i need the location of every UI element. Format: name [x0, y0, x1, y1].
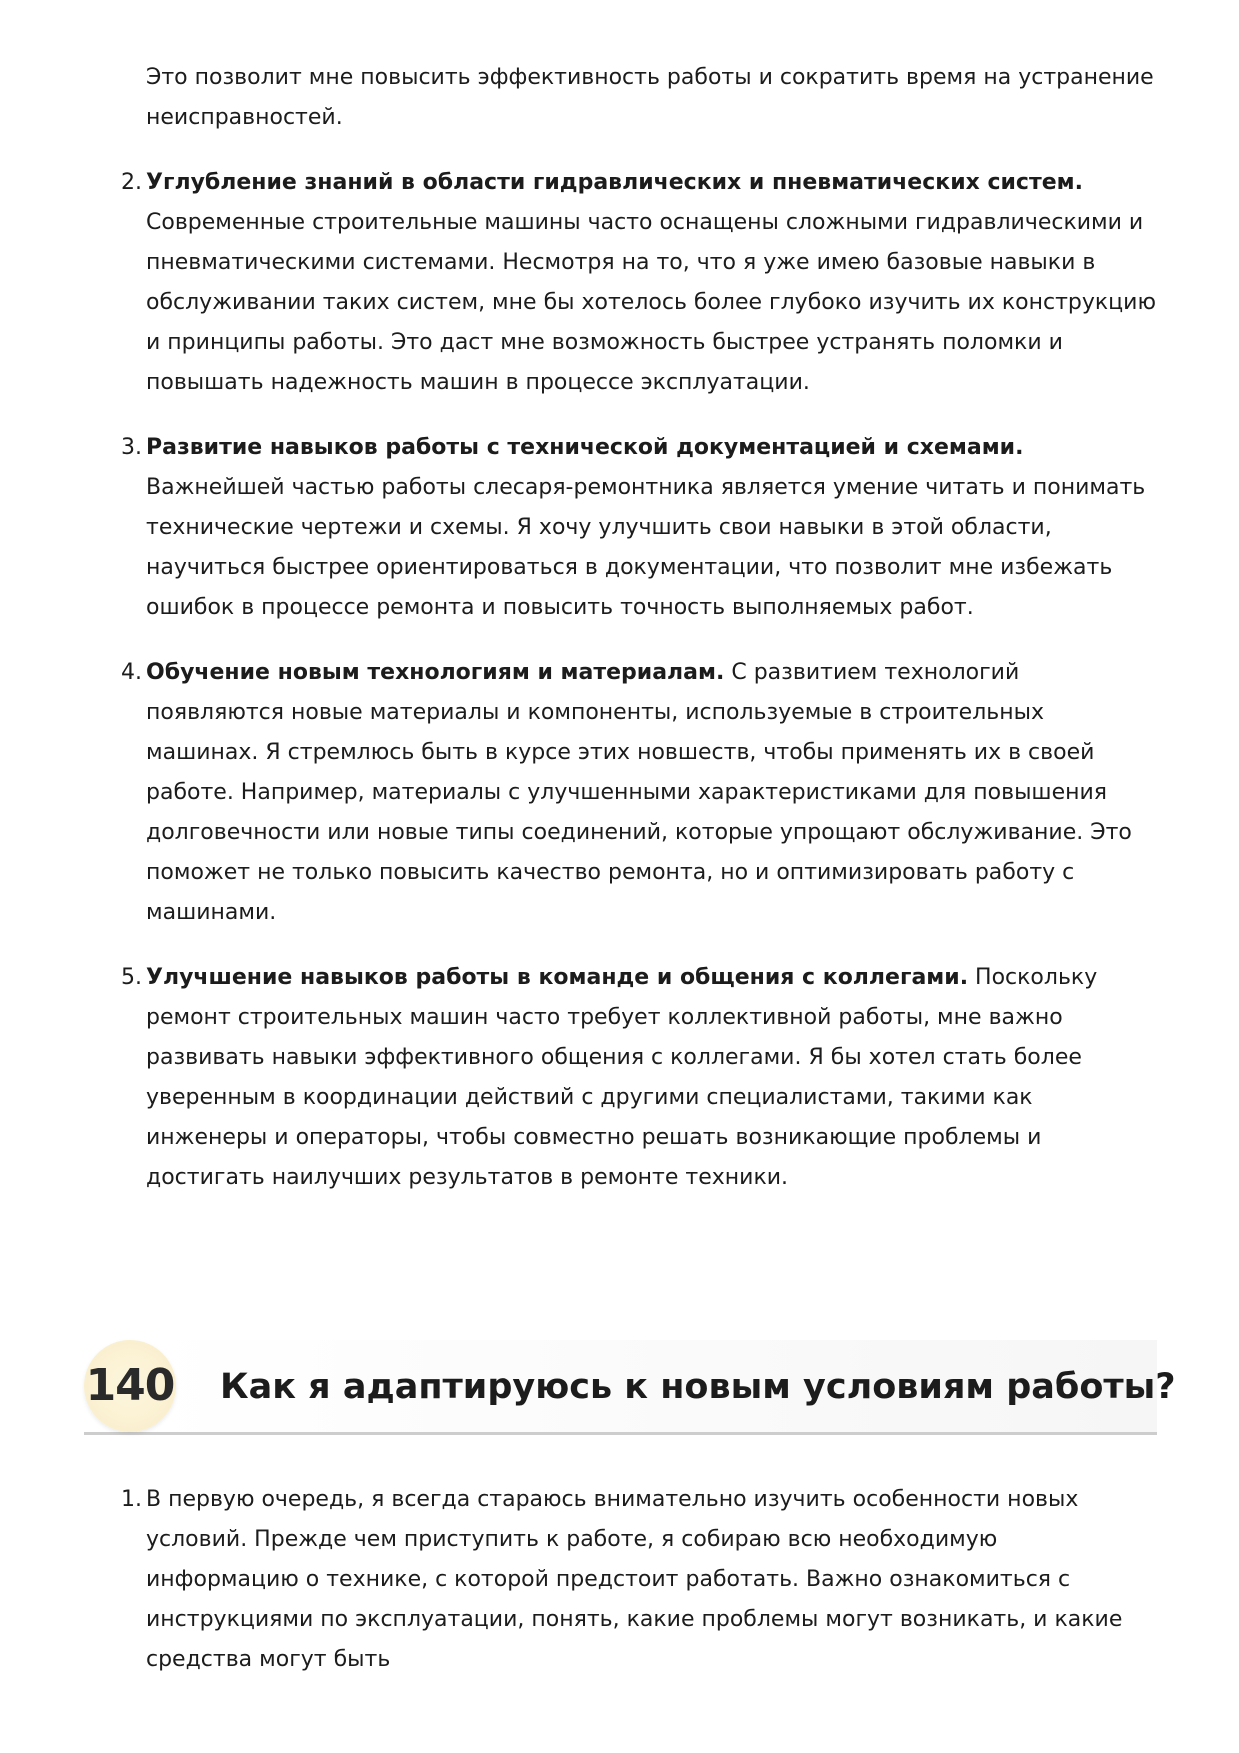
list-item-number: 1. [121, 1487, 142, 1512]
list-item [121, 163, 1156, 403]
list-item-text: С развитием технологий появляются новые материалы и компоненты, используемые в строительных машинах. Я стремлюсь быть в курсе этих новшеств, чтобы применять их в своей работе. Например, материалы с улучшенными характеристиками для повышения долговечности или новые типы соединений, которые упрощают обслуживание. Это поможет не только повысить качество ремонта, но и оптимизировать работу с машинами. [146, 660, 1132, 925]
list-item-title: Обучение новым технологиям и материалам. [146, 660, 725, 685]
list-item-text: Поскольку ремонт строительных машин часто требует коллективной работы, мне важно развивать навыки эффективного общения с коллегами. Я бы хотел стать более уверенным в координации действий с другими специалистами, такими как инженеры и операторы, чтобы совместно решать возникающие проблемы и достигать наилучших результатов в ремонте техники. [146, 965, 1098, 1190]
list-item-text: В первую очередь, я всегда стараюсь внимательно изучить особенности новых условий. Прежде чем приступить к работе, я собираю всю необходимую информацию о технике, с которой предстоит работать. Важно ознакомиться с инструкциями по эксплуатации, понять, какие проблемы могут возникать, и какие средства могут быть [146, 1487, 1123, 1672]
section-header [84, 1336, 1176, 1436]
continuation-paragraph: Это позволит мне повысить эффективность работы и сократить время на устранение неисправностей. [146, 65, 1154, 130]
list-item [121, 958, 1156, 1198]
list-item-title: Улучшение навыков работы в команде и общения с коллегами. [146, 965, 969, 990]
goals-list [121, 163, 1156, 1223]
list-item-title: Развитие навыков работы с технической документацией и схемами. [146, 435, 1024, 460]
list-item-text: Современные строительные машины часто оснащены сложными гидравлическими и пневматическими системами. Несмотря на то, что я уже имею базовые навыки в обслуживании таких систем, мне бы хотелось более глубоко изучить их конструкцию и принципы работы. Это даст мне возможность быстрее устранять поломки и повышать надежность машин в процессе эксплуатации. [146, 210, 1156, 395]
list-item [121, 1480, 1156, 1680]
adaptation-list [121, 1480, 1156, 1705]
section-divider [84, 1432, 1157, 1435]
section-title: Как я адаптируюсь к новым условиям работы? [220, 1367, 1176, 1407]
list-item-number: 3. [121, 435, 142, 460]
list-item-number: 4. [121, 660, 142, 685]
list-item-title: Углубление знаний в области гидравлических и пневматических систем. [146, 170, 1083, 195]
list-item-number: 5. [121, 965, 142, 990]
section-number: 140 [85, 1360, 175, 1411]
list-item-text: Важнейшей частью работы слесаря-ремонтника является умение читать и понимать технические чертежи и схемы. Я хочу улучшить свои навыки в этой области, научиться быстрее ориентироваться в документации, что позволит мне избежать ошибок в процессе ремонта и повысить точность выполняемых работ. [146, 475, 1146, 620]
list-item [121, 653, 1156, 933]
list-item-number: 2. [121, 170, 142, 195]
list-item [121, 428, 1156, 628]
